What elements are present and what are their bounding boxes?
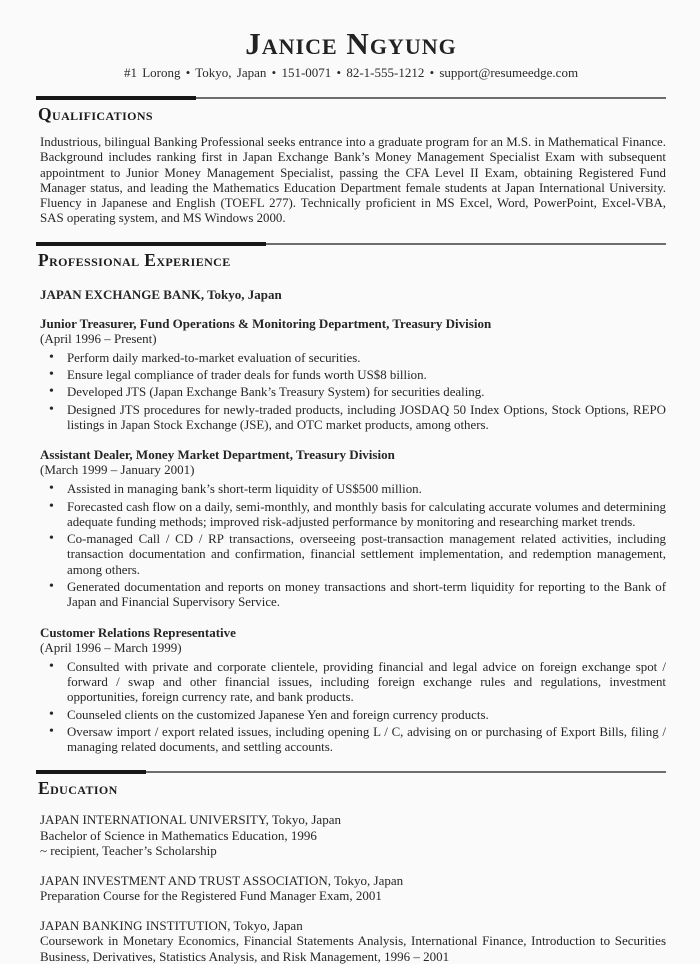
education-line: Bachelor of Science in Mathematics Education, 1996 <box>40 827 317 843</box>
role-title: Junior Treasurer, Fund Operations & Monitoring Department, Treasury Division <box>40 315 492 331</box>
experience-role <box>36 625 666 756</box>
education-entry <box>40 918 666 964</box>
rule-thick-line <box>36 96 196 100</box>
rule-thick-line <box>36 242 266 246</box>
bullet-item: • Forecasted cash flow on a daily, semi-monthly, and monthly basis for calculating accurate volumes and determining adequate funding methods; improved risk-adjusted performance by monitoring and researching market trends. <box>40 500 666 531</box>
role-dates: (April 1996 – March 1999) <box>40 639 182 655</box>
section-rule <box>36 242 666 246</box>
education-container <box>36 812 666 964</box>
role-bullets <box>40 482 666 610</box>
rule-thick-line <box>36 770 146 774</box>
bullet-item: • Ensure legal compliance of trader deals for funds worth US$8 billion. <box>40 368 666 383</box>
role-dates: (April 1996 – Present) <box>40 330 157 346</box>
section-title-qualifications: Qualifications <box>38 104 154 124</box>
bullet-item: • Assisted in managing bank’s short-term liquidity of US$500 million. <box>40 482 666 497</box>
qualifications-summary: Industrious, bilingual Banking Professional seeks entrance into a graduate program for an M.S. in Mathematical Finance. Background includes ranking first in Japan Exchange Bank’s Money Management Specialist Exam with subsequent appointment to Junior Money Management Specialist, passing the CFA Level II Exam, obtaining Registered Fund Manager status, and leading the Mathematics Education Department female students at Japan International University. Fluency in Japanese and English (TOEFL 277). Technically proficient in MS Excel, Word, PowerPoint, Excel-VBA, SAS operating system, and MS Windows 2000. <box>40 135 666 226</box>
bullet-item: • Developed JTS (Japan Exchange Bank’s Treasury System) for securities dealing. <box>40 385 666 400</box>
role-bullets <box>40 660 666 756</box>
education-line: JAPAN BANKING INSTITUTION, Tokyo, Japan <box>40 917 303 933</box>
bullet-item: • Generated documentation and reports on money transactions and short-term liquidity for reporting to the Bank of Japan and Financial Supervisory Service. <box>40 580 666 611</box>
education-line: Coursework in Monetary Economics, Financial Statements Analysis, International Finance, Introduction to Securities Business, Derivatives, Statistics Analysis, and Risk Management, 1996 – 2001 <box>40 933 666 964</box>
roles-container <box>36 316 666 756</box>
candidate-name: Janice Ngyung <box>245 26 457 61</box>
education-line: JAPAN INVESTMENT AND TRUST ASSOCIATION, Tokyo, Japan <box>40 872 404 888</box>
role-title: Customer Relations Representative <box>40 624 236 640</box>
section-title-experience: Professional Experience <box>38 249 231 270</box>
bullet-item: • Co-managed Call / CD / RP transactions, overseeing post-transaction management related activities, including transaction documentation and confirmation, financial settlement implementation, and redemption management, among others. <box>40 532 666 578</box>
bullet-item: • Designed JTS procedures for newly-traded products, including JOSDAQ 50 Index Options, Stock Options, REPO listings in Japan Stock Exchange (JSE), and OTC market products, among others. <box>40 403 666 434</box>
experience-role <box>36 316 666 433</box>
experience-role <box>36 447 666 610</box>
section-rule <box>36 770 666 774</box>
section-title-education: Education <box>38 778 118 799</box>
section-qualifications-head <box>36 96 666 124</box>
education-line: Preparation Course for the Registered Fund Manager Exam, 2001 <box>40 888 382 904</box>
education-entry <box>40 873 666 904</box>
bullet-item: • Consulted with private and corporate clientele, providing financial and legal advice on foreign exchange spot / forward / swap and other financial issues, including foreign exchange rules and regulations, investment opportunities, foreign currency rate, and bank products. <box>40 660 666 706</box>
bullet-item: • Perform daily marked-to-market evaluation of securities. <box>40 351 666 366</box>
role-title: Assistant Dealer, Money Market Department, Treasury Division <box>40 447 395 463</box>
education-line: ~ recipient, Teacher’s Scholarship <box>40 843 217 859</box>
bullet-item: • Oversaw import / export related issues, including opening L / C, advising on or purchasing of Export Bills, filing / managing related documents, and settling accounts. <box>40 725 666 756</box>
section-rule <box>36 96 666 100</box>
role-bullets <box>40 351 666 433</box>
role-dates: (March 1999 – January 2001) <box>40 462 195 478</box>
bullet-item: • Counseled clients on the customized Japanese Yen and foreign currency products. <box>40 708 666 723</box>
employer-line: JAPAN EXCHANGE BANK, Tokyo, Japan <box>40 286 282 302</box>
section-education-head <box>36 770 666 798</box>
education-entry <box>40 812 666 859</box>
section-experience-head <box>36 242 666 270</box>
education-line: JAPAN INTERNATIONAL UNIVERSITY, Tokyo, Japan <box>40 812 341 828</box>
contact-line: #1 Lorong • Tokyo, Japan • 151-0071 • 82-1-555-1212 • support@resumeedge.com <box>123 65 579 80</box>
